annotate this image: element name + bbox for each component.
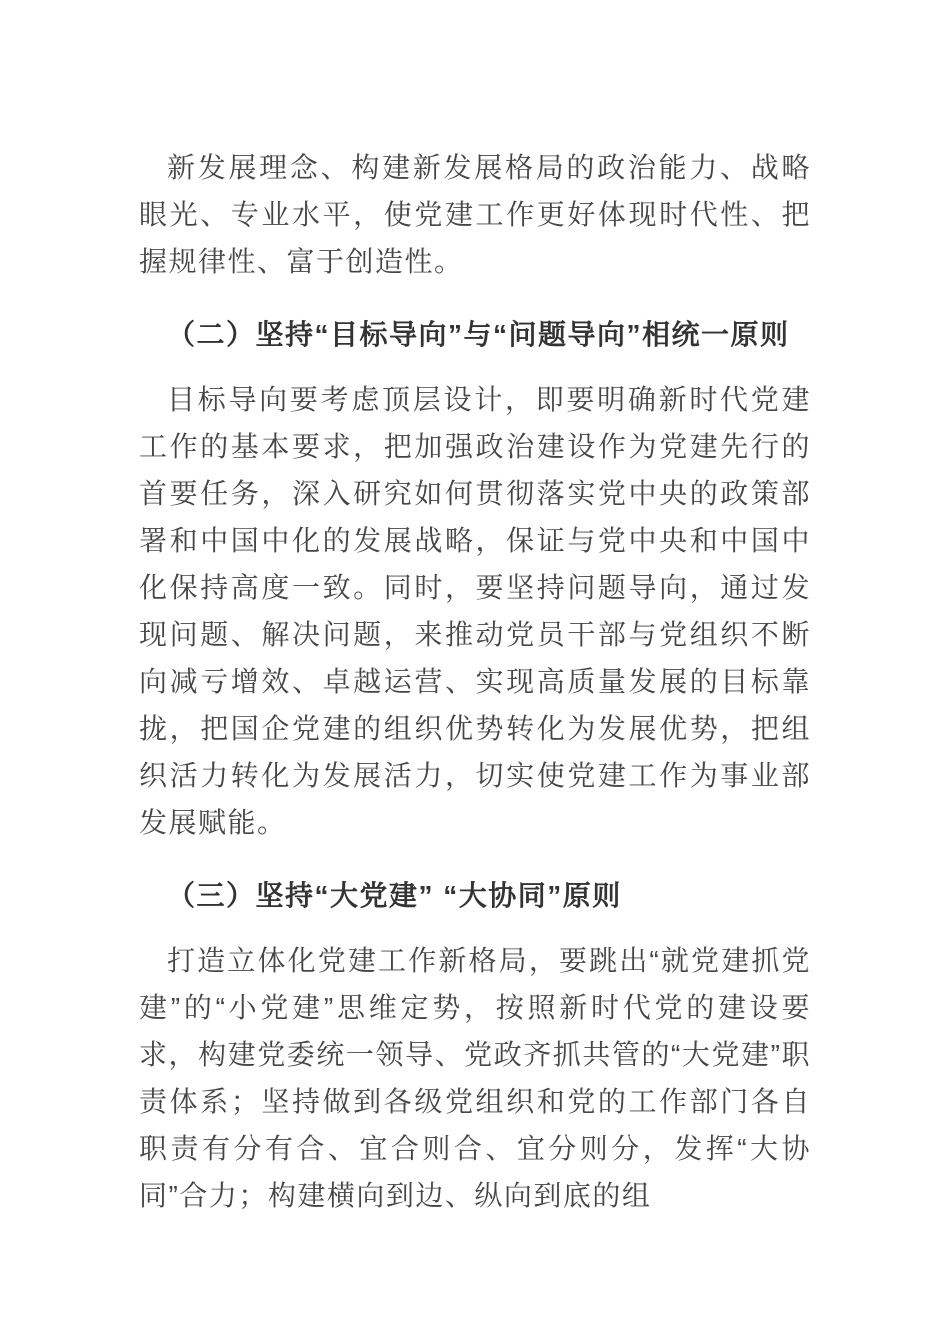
document-body: [139, 0, 811, 1219]
paragraph-goal-orientation: 目标导向要考虑顶层设计，即要明确新时代党建工作的基本要求，把加强政治建设作为党建先行的首要任务，深入研究如何贯彻落实党中央的政策部署和中国中化的发展战略，保证与党中央和中国中化保持高度一致。同时，要坚持问题导向，通过发现问题、解决问题，来推动党员干部与党组织不断向减亏增效、卓越运营、实现高质量发展的目标靠拢，把国企党建的组织优势转化为发展优势，把组织活力转化为发展活力，切实使党建工作为事业部发展赋能。: [139, 384, 811, 838]
paragraph-big-party-building: 打造立体化党建工作新格局，要跳出“就党建抓党建”的“小党建”思维定势，按照新时代党的建设要求，构建党委统一领导、党政齐抓共管的“大党建”职责体系；坚持做到各级党组织和党的工作部门各自职责有分有合、宜合则合、宜分则分，发挥“大协同”合力；构建横向到边、纵向到底的组: [139, 945, 811, 1211]
paragraph-continued: 新发展理念、构建新发展格局的政治能力、战略眼光、专业水平，使党建工作更好体现时代性、把握规律性、富于创造性。: [139, 152, 811, 277]
section-heading-2: （二）坚持“目标导向”与“问题导向”相统一原则: [167, 319, 790, 350]
section-heading-3: （三）坚持“大党建” “大协同”原则: [167, 880, 622, 911]
